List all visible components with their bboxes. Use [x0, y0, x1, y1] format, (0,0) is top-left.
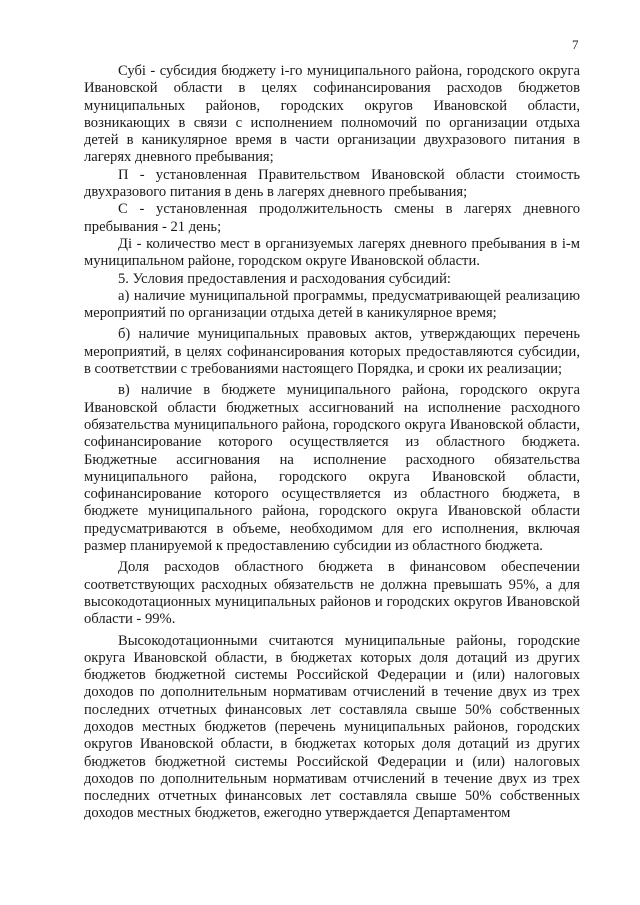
paragraph-c-definition: С - установленная продолжительность смены в лагерях дневного пребывания - 21 день;: [84, 201, 580, 235]
paragraph-subi-definition: Субi - субсидия бюджету i-го муниципального района, городского округа Ивановской области в целях софинансирования расходов бюджетов муниципальных районов, городских округов Ивановской области, возникающих в связи с исполнением полномочий по организации отдыха детей в каникулярное время в части организации двухразового питания в лагерях дневного пребывания;: [84, 63, 580, 166]
paragraph-budget-share: Доля расходов областного бюджета в финансовом обеспечении соответствующих расходных обязательств не должна превышать 95%, а для высокодотационных муниципальных районов и городских округов Ивановской области - 99%.: [84, 559, 580, 628]
condition-item-v: в) наличие в бюджете муниципального района, городского округа Ивановской области бюджетных ассигнований на исполнение расходного обязательства муниципального района, городского округа Ивановской области, софинансирование которого осуществляется из областного бюджета. Бюджетные ассигнования на исполнение расходного обязательства муниципального района, городского округа Ивановской области, софинансирование которого осуществляется из областного бюджета, в бюджете муниципального района, городского округа Ивановской области предусматриваются в объеме, необходимом для его исполнения, включая размер планируемой к предоставлению субсидии из областного бюджета.: [84, 382, 580, 555]
section-heading-conditions: 5. Условия предоставления и расходования субсидий:: [118, 270, 451, 287]
paragraph-di-definition: Дi - количество мест в организуемых лагерях дневного пребывания в i-м муниципальном районе, городском округе Ивановской области.: [84, 235, 580, 270]
page-number: 7: [572, 37, 579, 52]
condition-item-a: а) наличие муниципальной программы, предусматривающей реализацию мероприятий по организации отдыха детей в каникулярное время;: [84, 287, 580, 322]
paragraph-high-subsidy-definition: Высокодотационными считаются муниципальные районы, городские округа Ивановской области, в бюджетах которых доля дотаций из других бюджетов бюджетной системы Российской Федерации и (или) налоговых доходов по дополнительным нормативам отчислений в течение двух из трех последних отчетных финансовых лет составляла свыше 50% собственных доходов местных бюджетов (перечень муниципальных районов, городских округов Ивановской области, в бюджетах которых доля дотаций из других бюджетов бюджетной системы Российской Федерации и (или) налоговых доходов по дополнительным нормативам отчислений в течение двух из трех последних отчетных финансовых лет составляла свыше 50% собственных доходов местных бюджетов, ежегодно утверждается Департаментом: [84, 632, 580, 822]
paragraph-p-definition: П - установленная Правительством Ивановской области стоимость двухразового питания в день в лагерях дневного пребывания;: [84, 166, 580, 201]
condition-item-b: б) наличие муниципальных правовых актов, утверждающих перечень мероприятий, в целях софинансирования которых предоставляются субсидии, в соответствии с требованиями настоящего Порядка, и сроки их реализации;: [84, 326, 580, 378]
document-body: [84, 63, 580, 823]
